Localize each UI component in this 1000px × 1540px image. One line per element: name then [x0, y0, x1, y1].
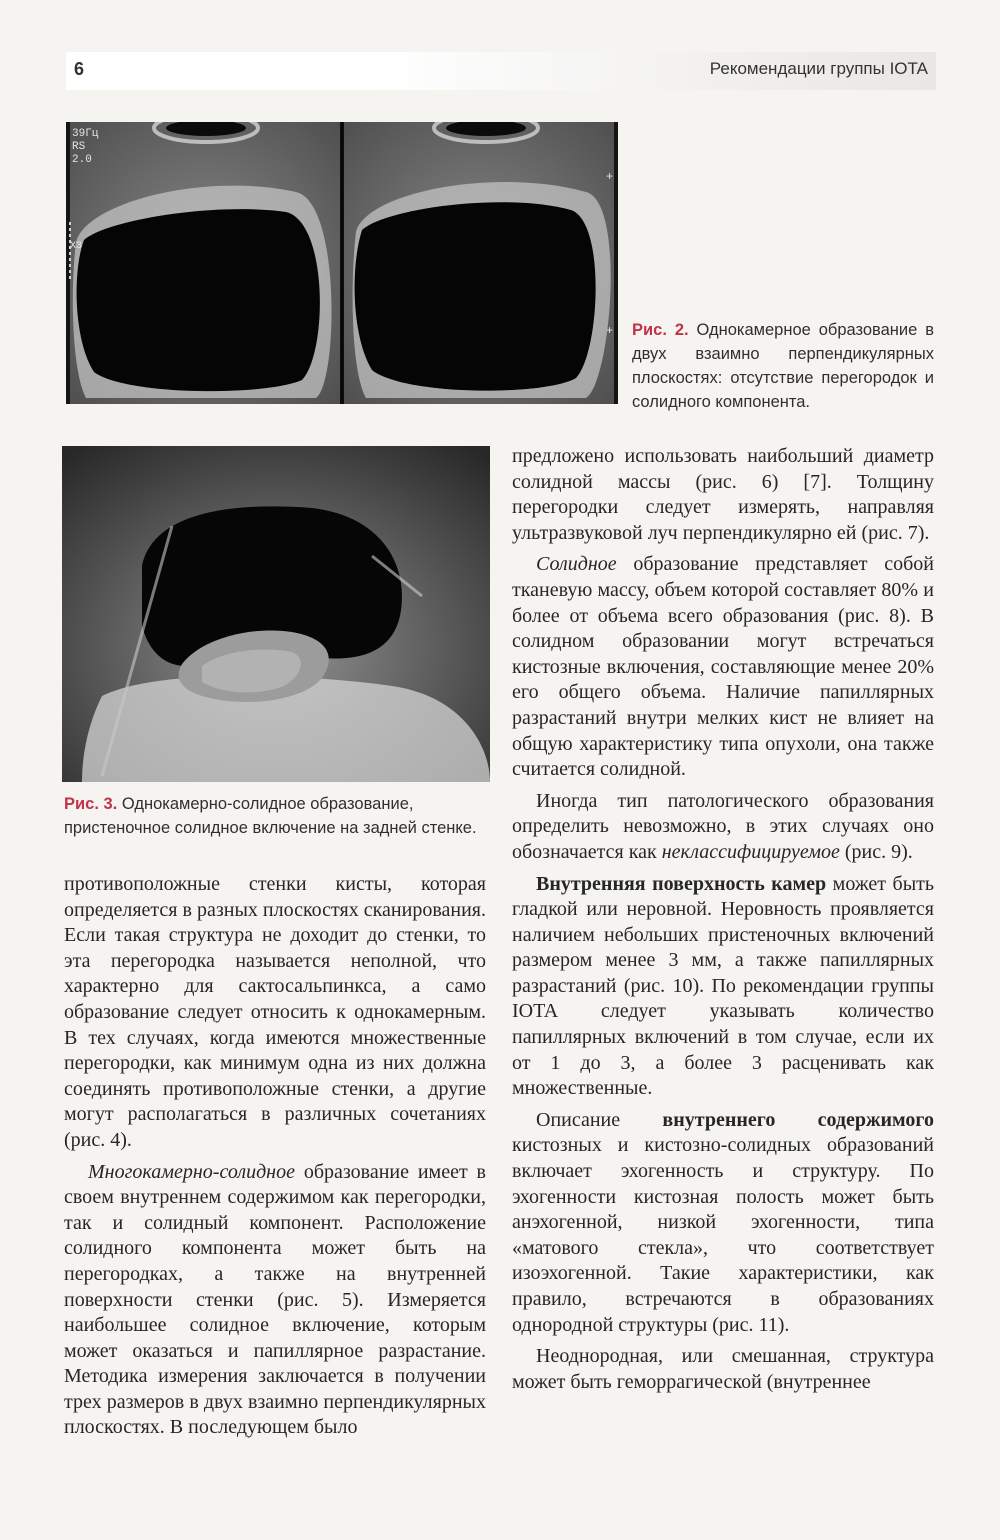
right-column [512, 444, 934, 1395]
left-column [64, 872, 486, 1441]
svg-text:+: + [606, 170, 614, 184]
right-paragraph-6: Неоднородная, или смешанная, структура может быть геморрагической (внутреннее [512, 1345, 934, 1393]
running-header [66, 52, 936, 90]
overlay-line: RS [72, 141, 86, 153]
term-inner-surface: Внутренняя поверхность камер [536, 872, 827, 895]
figure-3-caption-label: Рис. 3. [64, 795, 118, 813]
figure-2-ultrasound [66, 122, 618, 404]
right-paragraph-4: Внутренняя поверхность камер может быть гладкой или неровной. Неровность проявляется наличием небольших пристеночных включений размером менее 3 мм, а также папиллярных разрастаний (рис. 10). По рекомендации группы IOTA следует указывать количество папиллярных включений в том случае, если их от 1 до 3, а более 3 расценивать как множественные. [512, 872, 934, 1100]
left-paragraph-2: Многокамерно-солидное образование имеет в своем внутреннем содержимом как перегородки, так и солидный компонент. Расположение солидного компонента может быть на перегородках, а также на внутренней поверхности стенки (рис. 5). Измеряется наибольшее солидное включение, которым может оказаться и папиллярное разрастание. Методика измерения заключается в получении трех размеров в двух взаимно перпендикулярных плоскостях. В последующем было [64, 1160, 486, 1439]
running-title: Рекомендации группы IOTA [709, 59, 928, 78]
figure-2-caption-label: Рис. 2. [632, 321, 689, 339]
figure-3-caption [64, 792, 494, 840]
term-multilocular-solid: Многокамерно-солидное [88, 1160, 295, 1183]
figure-2-caption [632, 318, 934, 414]
figure-3-ultrasound [62, 446, 490, 782]
figure-3-image [62, 446, 490, 782]
scale-label: X3 [70, 241, 83, 252]
right-paragraph-3: Иногда тип патологического образования определить невозможно, в этих случаях оно обозначается как неклассифицируемое (рис. 9). [512, 789, 934, 863]
overlay-line: 2.0 [72, 154, 92, 166]
figure-2-caption-text: Однокамерное образование в двух взаимно перпендикулярных плоскостях: отсутствие перегородок и солидного компонента. [632, 321, 934, 411]
term-solid: Солидное [536, 553, 617, 576]
right-paragraph-2: Солидное образование представляет собой тканевую массу, объем которой составляет 80% и более от объема всего образования (рис. 8). В солидном образовании могут встречаться кистозные включения, составляющие менее 20% его общего объема. Наличие папиллярных разрастаний внутри мелких кист не влияет на общую характеристику типа опухоли, она также считается солидной. [512, 553, 934, 781]
svg-text:+: + [606, 324, 614, 338]
right-paragraph-1: предложено использовать наибольший диаметр солидной массы (рис. 6) [7]. Толщину перегородки следует измерять, направляя ультразвуковой луч перпендикулярно ей (рис. 7). [512, 445, 934, 544]
term-inner-content: внутреннего содержимого [662, 1108, 934, 1131]
left-paragraph-1: противоположные стенки кисты, которая определяется в разных плоскостях сканирования. Если такая структура не доходит до стенки, то эта перегородка называется неполной, что характерно для сактосальпинкса, а само образование следует относить к однокамерным. В тех случаях, когда имеются множественные перегородки, как минимум одна из них должна соединять противоположные стенки, а другие могут располагаться в различных сочетаниях (рис. 4). [64, 873, 486, 1151]
figure-2-image [66, 122, 618, 404]
term-unclassifiable: неклассифицируемое [661, 840, 840, 863]
overlay-line: 39Гц [72, 128, 99, 140]
figure-3-caption-text: Однокамерно-солидное образование, пристеночное солидное включение на задней стенке. [64, 795, 477, 837]
right-paragraph-5: Описание внутреннего содержимого кистозных и кистозно-солидных образований включает эхогенность и структуру. По эхогенности кистозная полость может быть анэхогенной, низкой эхогенности, типа «матового стекла», что соответствует изоэхогенной. Такие характеристики, как правило, встречаются в образованиях однородной структуры (рис. 11). [512, 1108, 934, 1336]
page-number: 6 [74, 59, 85, 79]
